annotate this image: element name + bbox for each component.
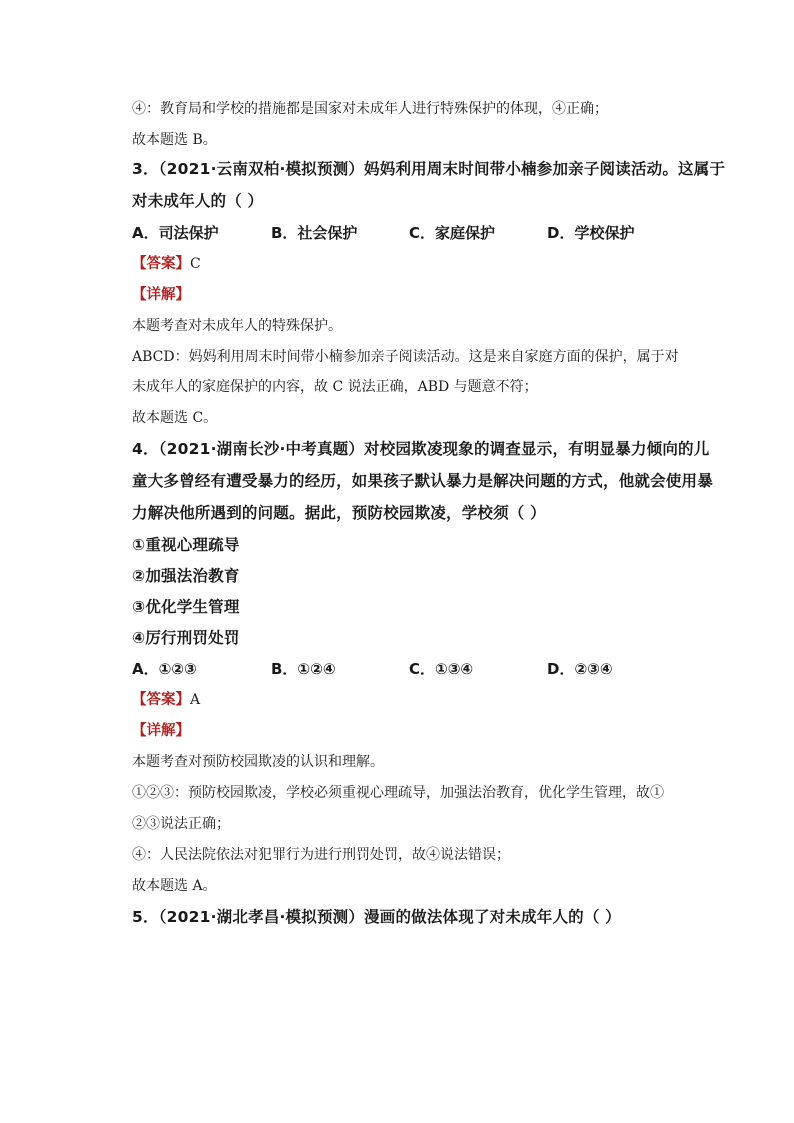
q4-detail-tag: 【详解】 — [132, 723, 190, 739]
q3-detail-line-3: 未成年人的家庭保护的内容，故 C 说法正确，ABD 与题意不符； — [132, 379, 538, 395]
q4-statement-1: ①重视心理疏导 — [132, 536, 240, 554]
q5-stem-line-1: 5．（2021·湖北孝昌·模拟预测）漫画的做法体现了对未成年人的（ ） — [132, 908, 621, 926]
q3-detail-line-1: 本题考查对未成年人的特殊保护。 — [132, 318, 342, 334]
q4-option-c: C．①③④ — [409, 660, 474, 678]
q3-answer-tag: 【答案】 — [132, 256, 190, 272]
q3-detail-tag: 【详解】 — [132, 287, 190, 303]
q3-option-d: D．学校保护 — [547, 224, 635, 242]
q3-option-b: B．社会保护 — [271, 224, 358, 242]
q4-answer-tag: 【答案】 — [132, 692, 190, 708]
q3-answer-row — [132, 254, 201, 274]
q3-options — [132, 223, 692, 243]
q4-statement-2: ②加强法治教育 — [132, 567, 240, 585]
q4-option-a: A．①②③ — [132, 660, 197, 678]
q4-detail-line-5: 故本题选 A。 — [132, 878, 217, 894]
q4-option-b: B．①②④ — [271, 660, 336, 678]
q3-detail-line-4: 故本题选 C。 — [132, 410, 218, 426]
q4-detail-line-3: ②③说法正确； — [132, 816, 230, 832]
q3-detail-tag-row — [132, 285, 190, 305]
q3-answer-value: C — [190, 256, 201, 272]
q4-detail-tag-row — [132, 721, 190, 741]
q4-answer-row — [132, 690, 200, 710]
q4-answer-value: A — [190, 692, 201, 708]
q4-detail-line-2: ①②③：预防校园欺凌，学校必须重视心理疏导，加强法治教育，优化学生管理，故① — [132, 785, 664, 801]
q3-option-a: A．司法保护 — [132, 224, 219, 242]
q4-detail-line-1: 本题考查对预防校园欺凌的认识和理解。 — [132, 754, 384, 770]
q2-explanation-line: ④：教育局和学校的措施都是国家对未成年人进行特殊保护的体现，④正确； — [132, 101, 608, 117]
q3-stem-line-1: 3．（2021·云南双柏·模拟预测）妈妈利用周末时间带小楠参加亲子阅读活动。这属于 — [132, 160, 726, 178]
q4-statement-4: ④厉行刑罚处罚 — [132, 629, 240, 647]
q2-conclusion: 故本题选 B。 — [132, 132, 217, 148]
q4-statement-3: ③优化学生管理 — [132, 598, 240, 616]
q3-option-c: C．家庭保护 — [409, 224, 496, 242]
q3-stem-line-2: 对未成年人的（ ） — [132, 192, 264, 210]
q4-detail-line-4: ④：人民法院依法对犯罪行为进行刑罚处罚，故④说法错误； — [132, 847, 510, 863]
q4-stem-line-3: 力解决他所遇到的问题。据此，预防校园欺凌，学校须（ ） — [132, 504, 546, 522]
q4-stem-line-2: 童大多曾经有遭受暴力的经历，如果孩子默认暴力是解决问题的方式，他就会使用暴 — [132, 472, 713, 490]
q4-options — [132, 659, 692, 679]
q4-option-d: D．②③④ — [547, 660, 613, 678]
q3-detail-line-2: ABCD：妈妈利用周末时间带小楠参加亲子阅读活动。这是来自家庭方面的保护，属于对 — [132, 349, 679, 365]
q4-stem-line-1: 4．（2021·湖南长沙·中考真题）对校园欺凌现象的调查显示，有明显暴力倾向的儿 — [132, 440, 710, 458]
